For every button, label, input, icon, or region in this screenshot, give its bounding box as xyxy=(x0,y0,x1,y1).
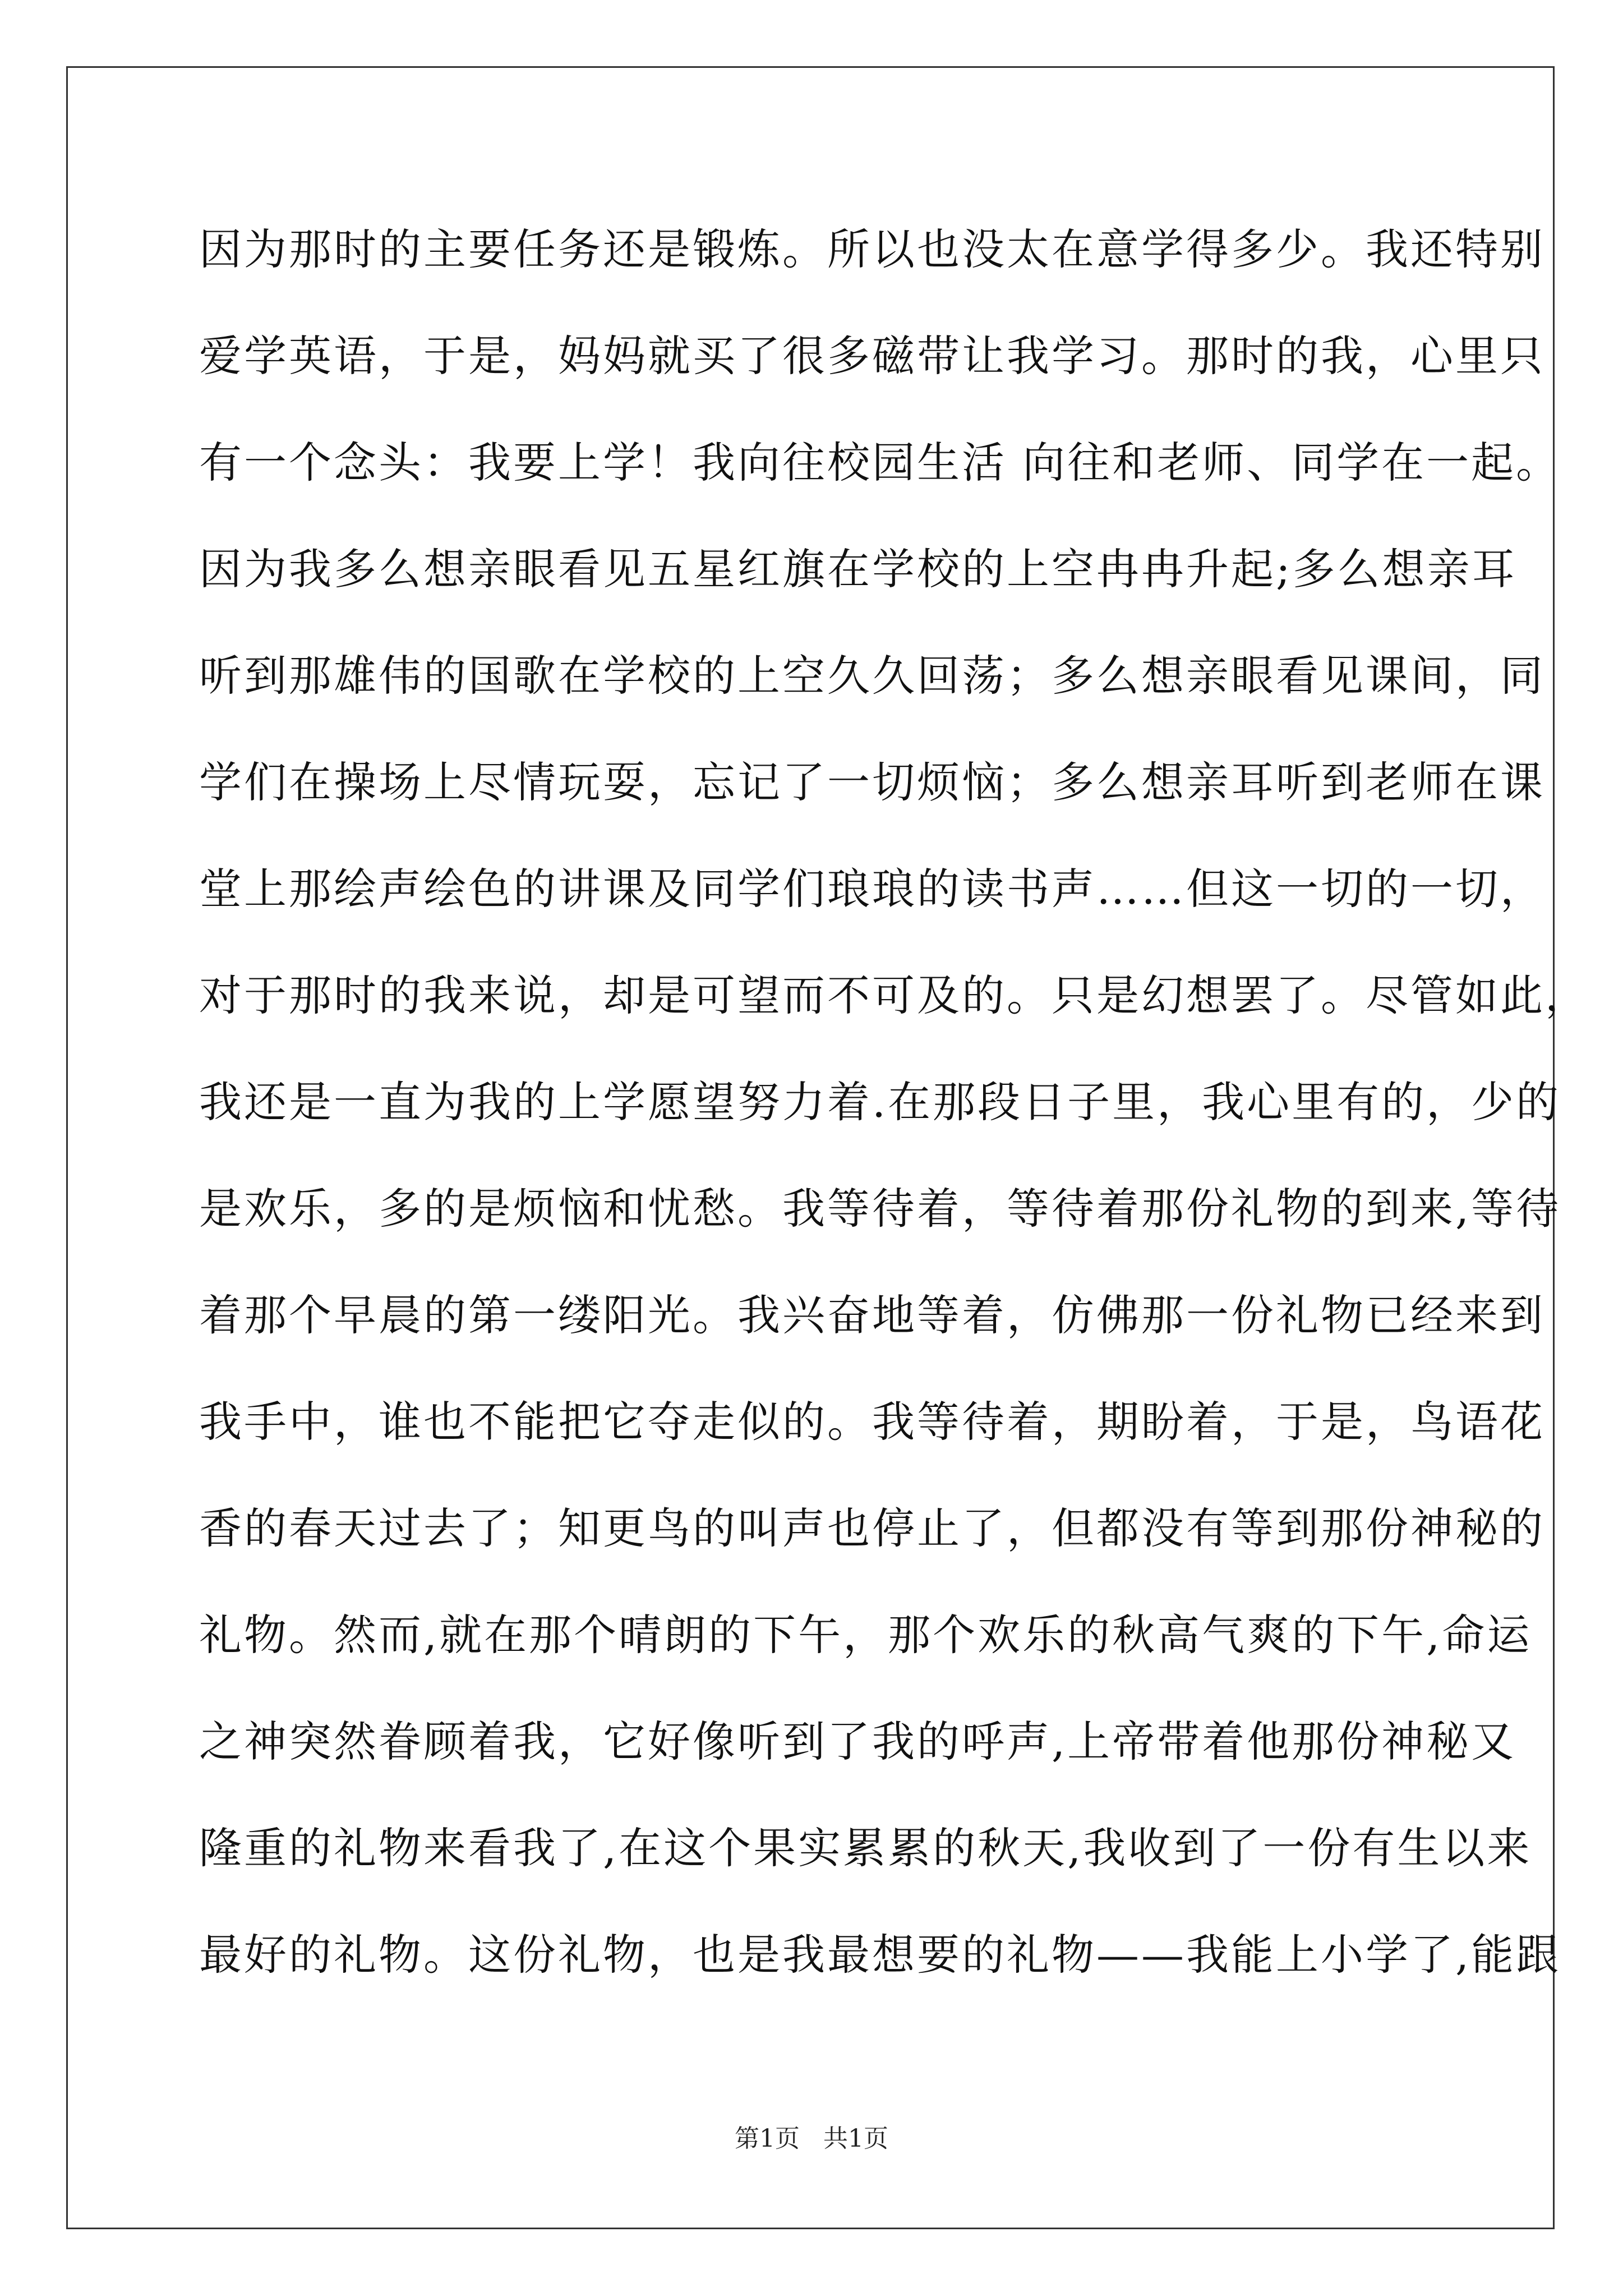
page-footer: 第1页 共1页 xyxy=(735,2124,888,2153)
text-line-6: 学们在操场上尽情玩耍，忘记了一切烦恼；多么想亲耳听到老师在课 xyxy=(199,757,1545,807)
text-line-2: 爱学英语，于是，妈妈就买了很多磁带让我学习。那时的我，心里只 xyxy=(199,331,1545,381)
text-line-14: 礼物。然而,就在那个晴朗的下午，那个欢乐的秋高气爽的下午,命运 xyxy=(199,1610,1532,1660)
text-line-15: 之神突然眷顾着我，它好像听到了我的呼声,上帝带着他那份神秘又 xyxy=(199,1717,1516,1766)
text-line-16: 隆重的礼物来看我了,在这个果实累累的秋天,我收到了一份有生以来 xyxy=(199,1823,1532,1873)
text-line-11: 着那个早晨的第一缕阳光。我兴奋地等着，仿佛那一份礼物已经来到 xyxy=(199,1290,1545,1340)
text-line-13: 香的春天过去了；知更鸟的叫声也停止了，但都没有等到那份神秘的 xyxy=(199,1503,1545,1553)
text-line-8: 对于那时的我来说，却是可望而不可及的。只是幻想罢了。尽管如此， xyxy=(199,970,1590,1020)
text-line-3: 有一个念头：我要上学！我向往校园生活 向往和老师、同学在一起。 xyxy=(199,438,1561,487)
body-text xyxy=(199,216,1590,2028)
text-line-9: 我还是一直为我的上学愿望努力着.在那段日子里，我心里有的，少的 xyxy=(199,1077,1561,1127)
text-line-10: 是欢乐，多的是烦恼和忧愁。我等待着，等待着那份礼物的到来,等待 xyxy=(199,1184,1561,1234)
text-line-7: 堂上那绘声绘色的讲课及同学们琅琅的读书声……但这一切的一切， xyxy=(199,864,1545,914)
text-line-12: 我手中，谁也不能把它夺走似的。我等待着，期盼着，于是，鸟语花 xyxy=(199,1397,1545,1447)
text-line-17: 最好的礼物。这份礼物，也是我最想要的礼物——我能上小学了,能跟 xyxy=(199,1930,1561,1980)
text-line-5: 听到那雄伟的国歌在学校的上空久久回荡；多么想亲眼看见课间，同 xyxy=(199,651,1545,701)
text-line-1: 因为那时的主要任务还是锻炼。所以也没太在意学得多少。我还特别 xyxy=(199,224,1545,274)
text-line-4: 因为我多么想亲眼看见五星红旗在学校的上空冉冉升起;多么想亲耳 xyxy=(199,544,1517,594)
